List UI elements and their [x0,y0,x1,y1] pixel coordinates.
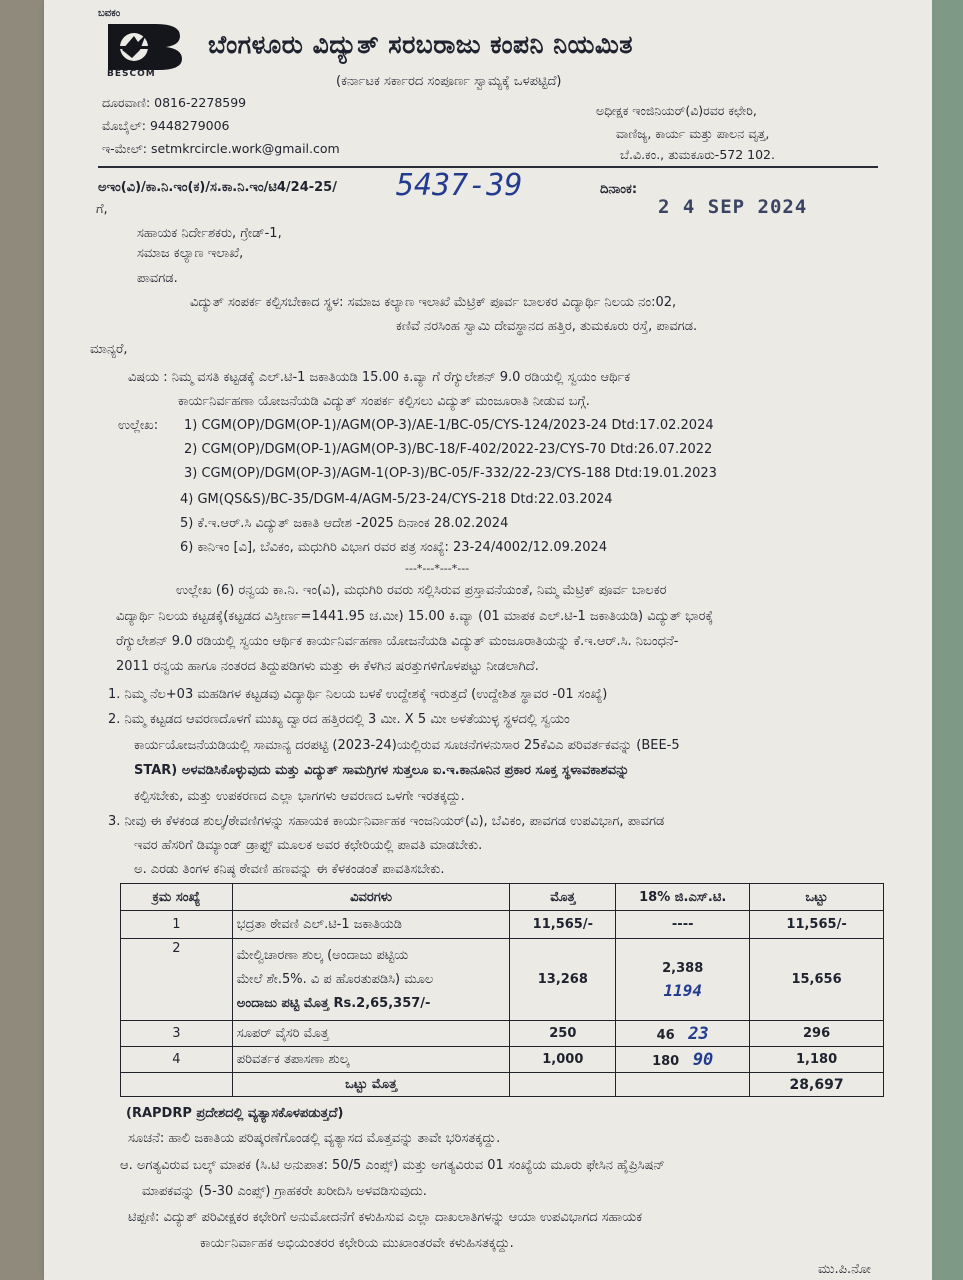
header-total: ಒಟ್ಟು [750,884,884,911]
addressee-line1: ಸಹಾಯಕ ನಿರ್ದೇಶಕರು, ಗ್ರೇಡ್-1, [137,226,282,241]
row-amount: 13,268 [510,939,616,1021]
row-detail-line2: ಮೇಲೆ ಶೇ.5%. ವಿ ಪ ಹೊರತುಪಡಿಸಿ) ಮೂಲ [236,971,434,987]
row-amount: 11,565/- [510,911,616,939]
salutation: ಮಾನ್ಯರೆ, [90,342,128,357]
remark-line1: ಟಿಪ್ಪಣಿ: ವಿದ್ಯುತ್ ಪರಿವೀಕ್ಷಕರ ಕಛೇರಿಗೆ ಅನುಮೋದನೆಗೆ ಕಳುಹಿಸುವ ಎಲ್ಲಾ ದಾಖಲಾತಿಗಳನ್ನು ಆಯಾ ಉಪವಿಭಾಗದ ಸಹಾಯಕ [128,1210,643,1225]
reference-item: 2) CGM(OP)/DGM(OP-1)/AGM(OP-3)/BC-18/F-402/2022-23/CYS-70 Dtd:26.07.2022 [184,442,713,457]
row-detail: ಪರಿವರ್ತಕ ತಪಾಸಣಾ ಶುಲ್ಕ [232,1047,510,1073]
company-subtitle: (ಕರ್ನಾಟಕ ಸರ್ಕಾರದ ಸಂಪೂರ್ಣ ಸ್ವಾಮ್ಯಕ್ಕೆ ಒಳಪಟ್ಟಿದೆ) [336,74,562,89]
condition-2-line4: ಕಲ್ಪಿಸಬೇಕು, ಮತ್ತು ಉಪಕರಣದ ಎಲ್ಲಾ ಭಾಗಗಳು ಆವರಣದ ಒಳಗೇ ಇರತಕ್ಕದ್ದು. [134,789,465,804]
condition-3-line1: 3. ನೀವು ಈ ಕೆಳಕಂಡ ಶುಲ್ಕ/ಠೇವಣಿಗಳನ್ನು ಸಹಾಯಕ ಕಾರ್ಯನಿರ್ವಾಹಕ ಇಂಜನಿಯರ್(ವಿ), ಬೆವಿಕಂ, ಪಾವಗಡ ಉಪವಿಭಾಗ, ಪಾವಗಡ [108,814,665,829]
location-line2: ಕಣಿವೆ ನರಸಿಂಹ ಸ್ವಾಮಿ ದೇವಸ್ಥಾನದ ಹತ್ತಿರ, ತುಮಕೂರು ರಸ್ತೆ, ಪಾವಗಡ. [396,319,698,334]
reference-number: ಅಇಂ(ವಿ)/ಕಾ.ನಿ.ಇಂ(ಕ)/ಸ.ಕಾ.ನಿ.ಇಂ/ಟಿ4/24-25/ [98,180,337,195]
bescom-logo-icon [104,20,184,72]
references-label: ಉಲ್ಲೇಖ: [118,418,159,433]
subject-line1: ವಿಷಯ : ನಿಮ್ಮ ವಸತಿ ಕಟ್ಟಡಕ್ಕೆ ಎಲ್.ಟಿ-1 ಜಕಾತಿಯಡಿ 15.00 ಕಿ.ವ್ಯಾ ಗೆ ರೆಗ್ಯುಲೇಶನ್ 9.0 ರಡಿಯಲ್ಲಿ ಸ್ವಯಂ ಆರ್ಥಿಕ [128,370,631,385]
separator: ---*---*---*--- [405,562,470,575]
header-serial: ಕ್ರಮ ಸಂಖ್ಯೆ [121,884,233,911]
background-edge [932,0,963,1280]
grand-total: 28,697 [750,1073,884,1097]
row-detail-line3: ಅಂದಾಜು ಪಟ್ಟಿ ಮೊತ್ತ Rs.2,65,357/- [236,995,431,1011]
office-address-line3: ಬೆ.ವಿ.ಕಂ., ತುಮಕೂರು-572 102. [620,147,775,162]
row-serial: 2 [121,939,233,1021]
company-name: ಬೆಂಗಳೂರು ವಿದ್ಯುತ್ ಸರಬರಾಜು ಕಂಪನಿ ನಿಯಮಿತ [208,30,634,59]
row-serial: 4 [121,1047,233,1073]
row-total: 11,565/- [750,911,884,939]
header-gst: 18% ಜಿ.ಎಸ್.ಟಿ. [616,884,750,911]
table-header-row [121,884,884,911]
row-detail: ಭದ್ರತಾ ಠೇವಣಿ ಎಲ್.ಟಿ-1 ಜಕಾತಿಯಡಿ [232,911,510,939]
row-total: 1,180 [750,1047,884,1073]
row-gst: 180 [652,1053,680,1069]
meter-note-line2: ಮಾಪಕವನ್ನು (5-30 ಎಂಪ್ಸ್) ಗ್ರಾಹಕರೇ ಖರೀದಿಸಿ ಅಳವಡಿಸುವುದು. [142,1184,427,1199]
handwritten-gst-half: 90 [692,1049,714,1070]
reference-item: 6) ಕಾನಿಇಂ [ವಿ], ಬೆವಿಕಂ, ಮಧುಗಿರಿ ವಿಭಾಗ ರವರ ಪತ್ರ ಸಂಖ್ಯೆ: 23-24/4002/12.09.2024 [180,540,608,555]
office-address-line1: ಅಧೀಕ್ಷಕ ಇಂಜಿನಿಯರ್(ವಿ)ರವರ ಕಛೇರಿ, [596,103,757,118]
paragraph-line1: ಉಲ್ಲೇಖ (6) ರನ್ವಯ ಕಾ.ನಿ. ಇಂ(ವಿ), ಮಧುಗಿರಿ ರವರು ಸಲ್ಲಿಸಿರುವ ಪ್ರಸ್ತಾವನೆಯಂತೆ, ನಿಮ್ಮ ಮೆಟ್ರಿಕ್ ಪೂರ್ವ ಬಾಲಕರ [176,583,667,598]
reference-item: 1) CGM(OP)/DGM(OP-1)/AGM(OP-3)/AE-1/BC-05/CYS-124/2023-24 Dtd:17.02.2024 [184,418,714,433]
email-address: ಇ-ಮೇಲ್: setmkrcircle.work@gmail.com [102,141,340,156]
table-row [121,939,884,1021]
logo-text: BESCOM [107,69,156,79]
condition-1: 1. ನಿಮ್ಮ ನೆಲ+03 ಮಹಡಿಗಳ ಕಟ್ಟಡವು ವಿದ್ಯಾರ್ಥಿ ನಿಲಯ ಬಳಕೆ ಉದ್ದೇಶಕ್ಕೆ ಇರುತ್ತದೆ (ಉದ್ದೇಶಿತ ಸ್ಥಾವರ -01 ಸಂಖ್ಯೆ) [108,687,608,702]
row-gst: 2,388 [662,960,704,976]
row-serial: 3 [121,1021,233,1047]
row-amount: 250 [510,1021,616,1047]
page-continued: ಮು.ಪಿ.ನೋ [818,1262,871,1277]
date-stamp: 2 4 SEP 2024 [658,196,808,218]
date-label: ದಿನಾಂಕ: [600,182,638,197]
condition-3-line3: ಅ. ಎರಡು ತಿಂಗಳ ಕನಿಷ್ಠ ಠೇವಣಿ ಹಣವನ್ನು ಈ ಕೆಳಕಂಡಂತೆ ಪಾವತಿಸಬೇಕು. [134,862,445,877]
addressee-line3: ಪಾವಗಡ. [137,271,178,286]
office-address-line2: ವಾಣಿಜ್ಯ, ಕಾರ್ಯ ಮತ್ತು ಪಾಲನ ವೃತ್ತ, [616,126,770,141]
table-total-row [121,1073,884,1097]
row-total: 296 [750,1021,884,1047]
row-detail: ಸೂಪರ್ ವೈಸರಿ ಮೊತ್ತ [232,1021,510,1047]
fee-table [120,883,884,1097]
reference-item: 4) GM(QS&S)/BC-35/DGM-4/AGM-5/23-24/CYS-218 Dtd:22.03.2024 [180,492,613,507]
meter-note-line1: ಆ. ಅಗತ್ಯವಿರುವ ಬಲ್ಕ್ ಮಾಪಕ (ಸಿ.ಟಿ ಅನುಪಾತ: 50/5 ಎಂಪ್ಸ್) ಮತ್ತು ಅಗತ್ಯವಿರುವ 01 ಸಂಖ್ಯೆಯ ಮೂರು ಫೇಸಿನ ಹೈಪ್ರಿಸಿಷನ್ [120,1158,665,1173]
row-detail-line1: ಮೇಲ್ವಿಚಾರಣಾ ಶುಲ್ಕ (ಅಂದಾಜು ಪಟ್ಟಿಯ [236,947,409,963]
location-line1: ವಿದ್ಯುತ್ ಸಂಪರ್ಕ ಕಲ್ಪಿಸಬೇಕಾದ ಸ್ಥಳ: ಸಮಾಜ ಕಲ್ಯಾಣ ಇಲಾಖೆ ಮೆಟ್ರಿಕ್ ಪೂರ್ವ ಬಾಲಕರ ವಿದ್ಯಾರ್ಥಿ ನಿಲಯ ನಂ:02, [190,295,677,310]
paragraph-line3: ರೆಗ್ಯುಲೇಶನ್ 9.0 ರಡಿಯಲ್ಲಿ ಸ್ವಯಂ ಆರ್ಥಿಕ ಕಾರ್ಯನಿರ್ವಹಣಾ ಯೋಜನೆಯಡಿ ವಿದ್ಯುತ್ ಮಂಜೂರಾತಿಯನ್ನು ಕೆ.ಇ.ಆರ್.ಸಿ. ನಿಬಂಧನೆ- [116,634,679,649]
handwritten-dispatch-number: 5437-39 [396,168,523,203]
condition-2-line3: STAR) ಅಳವಡಿಸಿಕೊಳ್ಳುವುದು ಮತ್ತು ವಿದ್ಯುತ್ ಸಾಮಗ್ರಿಗಳ ಸುತ್ತಲೂ ಐ.ಇ.ಕಾನೂನಿನ ಪ್ರಕಾರ ಸೂಕ್ತ ಸ್ಥಳಾವಕಾಶವನ್ನು [134,763,630,778]
rapdrp-note: (RAPDRP ಪ್ರದೇಶದಲ್ಲಿ ವ್ಯತ್ಯಾಸಕೊಳಪಡುತ್ತದೆ) [126,1106,344,1121]
row-gst: 46 [656,1027,675,1043]
total-label: ಒಟ್ಟು ಮೊತ್ತ [232,1073,510,1097]
handwritten-gst-half: 1194 [663,980,702,1000]
row-gst: ---- [616,911,750,939]
condition-2-line2: ಕಾರ್ಯಯೋಜನೆಯಡಿಯಲ್ಲಿ ಸಾಮಾನ್ಯ ದರಪಟ್ಟಿ (2023-24)ಯಲ್ಲಿರುವ ಸೂಚನೆಗಳನುಸಾರ 25ಕೆವಿಎ ಪರಿವರ್ತಕವನ್ನು (BEE-5 [134,738,680,753]
reference-item: 3) CGM(OP)/DGM(OP-3)/AGM-1(OP-3)/BC-05/F-332/22-23/CYS-188 Dtd:19.01.2023 [184,466,717,481]
remark-line2: ಕಾರ್ಯನಿರ್ವಾಹಕ ಅಭಿಯಂತರರ ಕಛೇರಿಯ ಮುಖಾಂತರವೇ ಕಳುಹಿಸತಕ್ಕದ್ದು. [200,1236,514,1251]
logo-top-text: ಬವಕಂ [98,8,121,19]
tariff-note: ಸೂಚನೆ: ಹಾಲಿ ಜಕಾತಿಯ ಪರಿಷ್ಕರಣೆಗೊಂಡಲ್ಲಿ ವ್ಯತ್ಯಾಸದ ಮೊತ್ತವನ್ನು ತಾವೇ ಭರಿಸತಕ್ಕದ್ದು. [128,1131,501,1146]
addressee-to: ಗೆ, [96,202,108,217]
header-amount: ಮೊತ್ತ [510,884,616,911]
addressee-line2: ಸಮಾಜ ಕಲ್ಯಾಣ ಇಲಾಖೆ, [137,246,244,261]
condition-2-line1: 2. ನಿಮ್ಮ ಕಟ್ಟಡದ ಆವರಣದೊಳಗೆ ಮುಖ್ಯ ದ್ವಾರದ ಹತ್ತಿರದಲ್ಲಿ 3 ಮೀ. X 5 ಮೀ ಅಳತೆಯುಳ್ಳ ಸ್ಥಳದಲ್ಲಿ ಸ್ವಯಂ [108,712,570,727]
reference-item: 5) ಕೆ.ಇ.ಆರ್.ಸಿ ವಿದ್ಯುತ್ ಜಕಾತಿ ಆದೇಶ -2025 ದಿನಾಂಕ 28.02.2024 [180,516,509,531]
row-total: 15,656 [750,939,884,1021]
paragraph-line2: ವಿದ್ಯಾರ್ಥಿ ನಿಲಯ ಕಟ್ಟಡಕ್ಕೆ(ಕಟ್ಟಡದ ವಿಸ್ತೀರ್ಣ=1441.95 ಚ.ಮೀ) 15.00 ಕಿ.ವ್ಯಾ (01 ಮಾಪಕ ಎಲ್.ಟಿ-1 ಜಕಾತಿಯಡಿ) ವಿದ್ಯುತ್ ಭಾರಕ್ಕೆ [116,609,714,624]
condition-3-line2: ಇವರ ಹೆಸರಿಗೆ ಡಿಮ್ಯಾಂಡ್ ಡ್ರಾಫ್ಟ್ ಮೂಲಕ ಅವರ ಕಛೇರಿಯಲ್ಲಿ ಪಾವತಿ ಮಾಡಬೇಕು. [134,838,483,853]
phone-number: ದೂರವಾಣಿ: 0816-2278599 [102,95,247,110]
row-amount: 1,000 [510,1047,616,1073]
header-details: ವಿವರಗಳು [232,884,510,911]
table-row [121,1021,884,1047]
table-row [121,1047,884,1073]
table-row [121,911,884,939]
handwritten-gst-half: 23 [688,1023,709,1044]
paragraph-line4: 2011 ರನ್ವಯ ಹಾಗೂ ನಂತರದ ತಿದ್ದುಪಡಿಗಳು ಮತ್ತು ಈ ಕೆಳಗಿನ ಷರತ್ತುಗಳಿಗೊಳಪಟ್ಟು ನೀಡಲಾಗಿದೆ. [116,659,539,674]
row-serial: 1 [121,911,233,939]
subject-line2: ಕಾರ್ಯನಿರ್ವಹಣಾ ಯೋಜನೆಯಡಿ ವಿದ್ಯುತ್ ಸಂಪರ್ಕ ಕಲ್ಪಿಸಲು ವಿದ್ಯುತ್ ಮಂಜೂರಾತಿ ನೀಡುವ ಬಗ್ಗೆ. [178,394,590,409]
mobile-number: ಮೊಬೈಲ್: 9448279006 [102,118,230,133]
